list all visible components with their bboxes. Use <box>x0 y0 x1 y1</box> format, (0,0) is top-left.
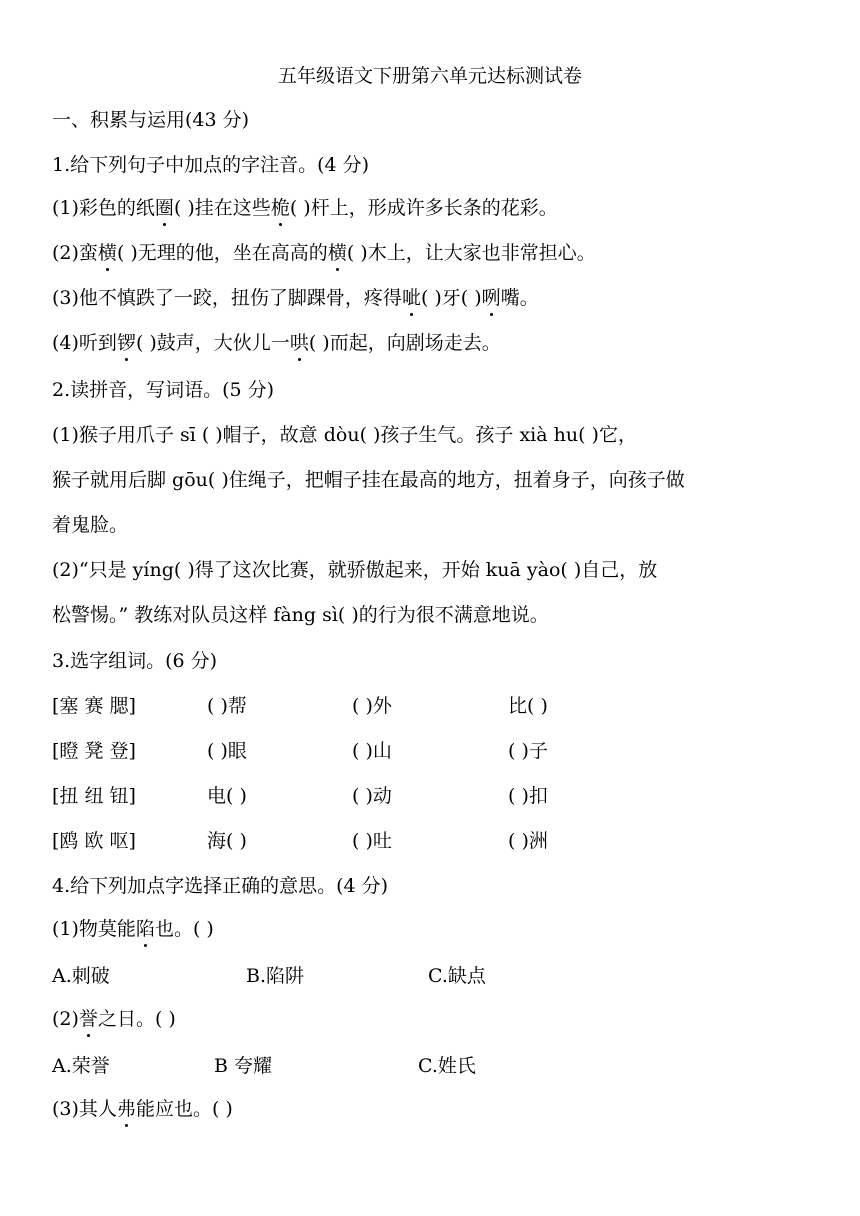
q4-phrase-1: (1)物莫能陷也。( ) <box>52 918 214 940</box>
q4-phrase-2: (2)誉之日。( ) <box>52 1008 176 1030</box>
q1-sentence-4: (4)听到锣( )鼓声，大伙儿一哄( )而起，向剧场走去。 <box>52 332 501 354</box>
q3-char-group: [扭 纽 钮] <box>52 785 136 807</box>
option-a: A.刺破 <box>52 965 110 987</box>
option-c: C.缺点 <box>428 965 486 987</box>
option-b: B 夸耀 <box>214 1055 273 1077</box>
q2-line-3: 着鬼脸。 <box>52 514 129 536</box>
q4-heading: 4.给下列加点字选择正确的意思。(4 分) <box>52 875 389 897</box>
q1-sentence-1: (1)彩色的纸圈( )挂在这些桅( )杆上，形成许多长条的花彩。 <box>52 197 558 219</box>
q3-blank: ( )眼 <box>207 740 247 762</box>
q3-blank: ( )动 <box>352 785 392 807</box>
q2-line-1: (1)猴子用爪子 sī ( )帽子，故意 dòu( )孩子生气。孩子 xià hu( )它， <box>52 424 637 446</box>
q4-phrase-3: (3)其人弗能应也。( ) <box>52 1098 233 1120</box>
q2-line-2: 猴子就用后脚 gōu( )住绳子，把帽子挂在最高的地方，扭着身子，向孩子做 <box>52 469 685 491</box>
section-heading: 一、积累与运用(43 分) <box>52 109 250 131</box>
q3-blank: 电( ) <box>207 785 247 807</box>
q3-blank: ( )吐 <box>352 830 392 852</box>
q3-blank: 海( ) <box>207 830 247 852</box>
q1-heading: 1.给下列句子中加点的字注音。(4 分) <box>52 154 370 176</box>
q2-line-4: (2)“只是 yíng( )得了这次比赛，就骄傲起来，开始 kuā yào( )自己，放 <box>52 559 658 581</box>
q3-blank: ( )洲 <box>508 830 548 852</box>
q2-heading: 2.读拼音，写词语。(5 分) <box>52 379 275 401</box>
q3-char-group: [鸥 欧 呕] <box>52 830 136 852</box>
q3-char-group: [瞪 凳 登] <box>52 740 136 762</box>
q3-blank: ( )外 <box>352 695 392 717</box>
q3-blank: 比( ) <box>508 695 548 717</box>
q1-sentence-3: (3)他不慎跌了一跤，扭伤了脚踝骨，疼得呲( )牙( )咧嘴。 <box>52 287 539 309</box>
option-b: B.陷阱 <box>246 965 305 987</box>
q3-blank: ( )山 <box>352 740 392 762</box>
q3-char-group: [塞 赛 腮] <box>52 695 136 717</box>
q1-sentence-2: (2)蛮横( )无理的他，坐在高高的横( )木上，让大家也非常担心。 <box>52 242 596 264</box>
q2-line-5: 松警惕。” 教练对队员这样 fàng sì( )的行为很不满意地说。 <box>52 604 549 626</box>
q3-heading: 3.选字组词。(6 分) <box>52 650 218 672</box>
page-title: 五年级语文下册第六单元达标测试卷 <box>277 65 582 87</box>
option-a: A.荣誉 <box>52 1055 110 1077</box>
option-c: C.姓氏 <box>418 1055 476 1077</box>
q3-blank: ( )帮 <box>207 695 247 717</box>
q3-blank: ( )子 <box>508 740 548 762</box>
q3-blank: ( )扣 <box>508 785 548 807</box>
